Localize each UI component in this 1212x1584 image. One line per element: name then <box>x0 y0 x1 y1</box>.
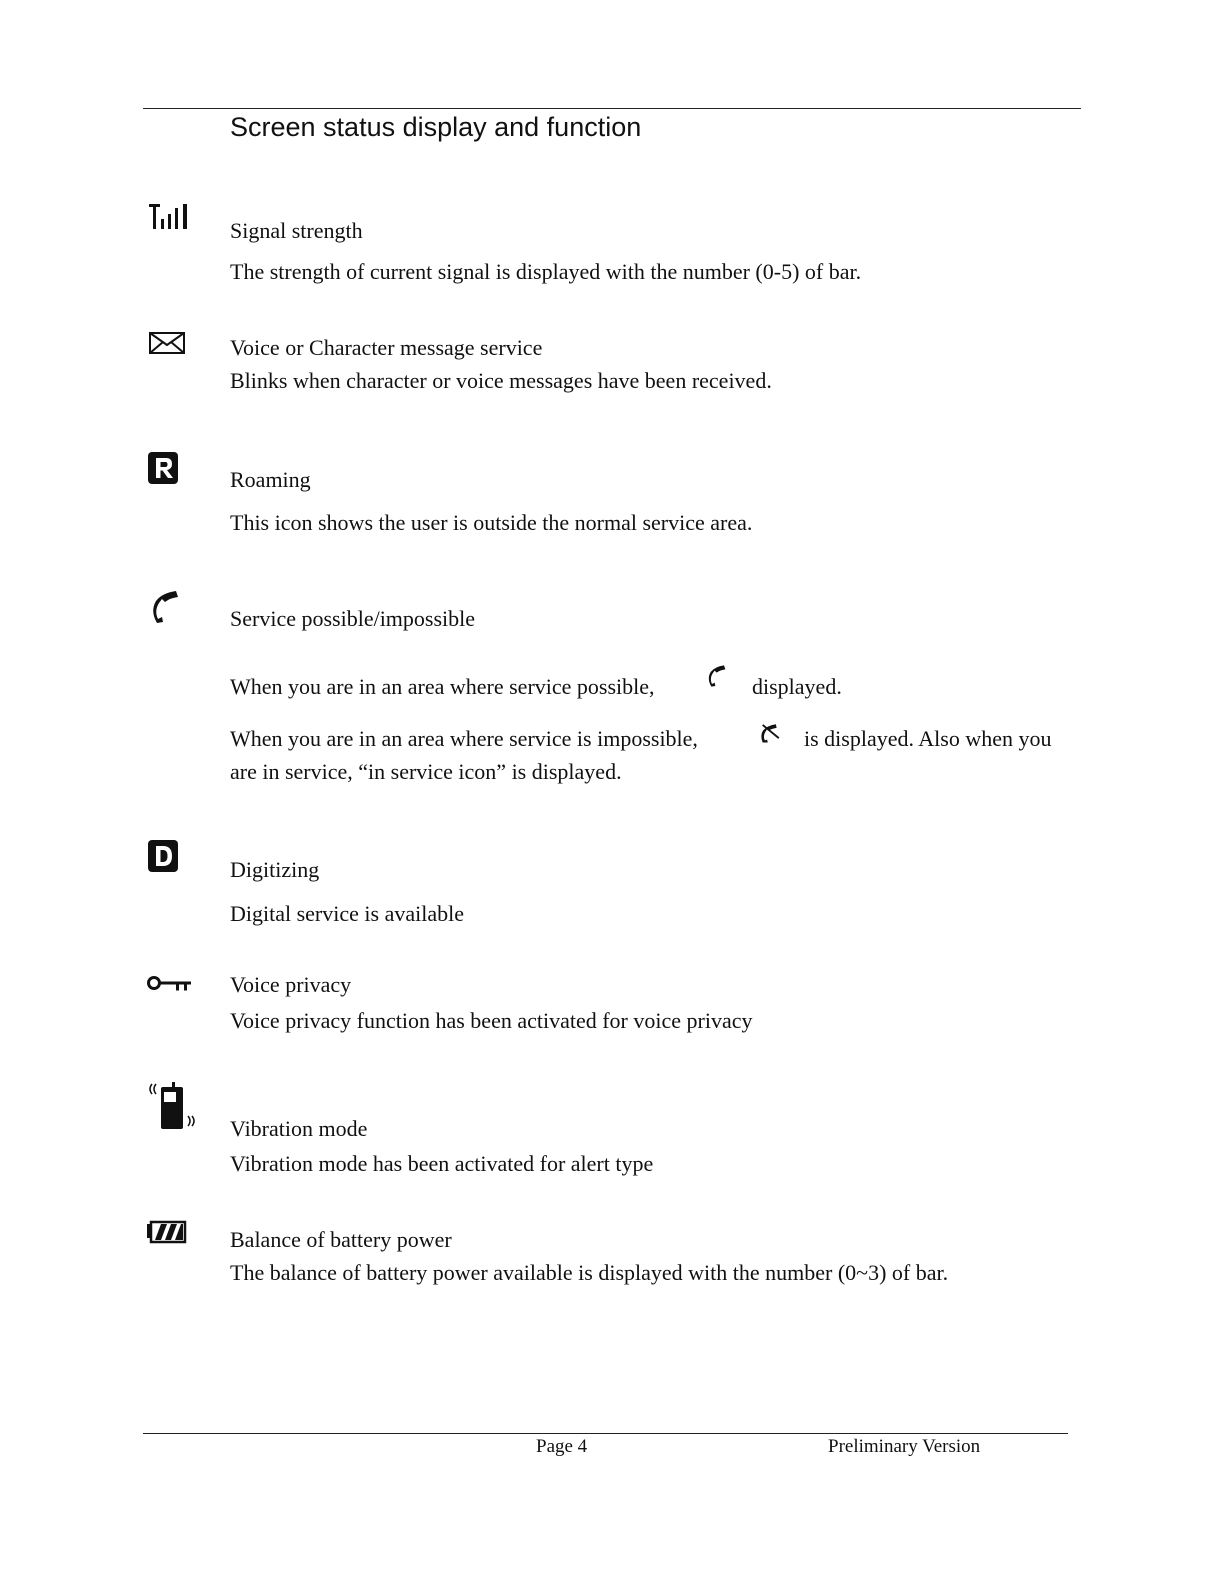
digitizing-desc: Digital service is available <box>230 901 464 926</box>
signal-strength-desc: The strength of current signal is displayed with the number (0-5) of bar. <box>230 259 862 284</box>
service-impossible-text: When you are in an area where service is impossible, <box>230 726 698 751</box>
handset-inline-icon <box>705 664 727 693</box>
key-icon <box>146 975 194 1000</box>
roaming-r-icon <box>147 451 179 490</box>
header-rule <box>143 108 1081 109</box>
page-heading: Screen status display and function <box>230 112 642 142</box>
no-service-handset-icon <box>758 722 782 749</box>
vibrating-phone-icon <box>146 1080 202 1135</box>
vibration-desc: Vibration mode has been activated for alert type <box>230 1151 654 1176</box>
page-number: Page 4 <box>536 1436 588 1457</box>
digital-d-icon <box>147 839 179 878</box>
service-title: Service possible/impossible <box>230 606 476 631</box>
footer-rule <box>143 1433 1068 1434</box>
service-in-service-text: are in service, “in service icon” is displayed. <box>230 759 622 784</box>
voice-privacy-title: Voice privacy <box>230 972 352 997</box>
signal-strength-icon <box>147 202 197 235</box>
service-possible-suffix: displayed. <box>752 674 842 699</box>
service-impossible-suffix: is displayed. Also when you <box>804 726 1052 751</box>
version-label: Preliminary Version <box>828 1436 981 1457</box>
handset-icon <box>148 589 180 630</box>
envelope-icon <box>148 331 188 360</box>
message-service-title: Voice or Character message service <box>230 335 543 360</box>
battery-icon <box>145 1220 189 1251</box>
roaming-desc: This icon shows the user is outside the normal service area. <box>230 510 753 535</box>
battery-title: Balance of battery power <box>230 1227 452 1252</box>
battery-desc: The balance of battery power available is displayed with the number (0~3) of bar. <box>230 1260 949 1285</box>
message-service-desc: Blinks when character or voice messages have been received. <box>230 368 772 393</box>
digitizing-title: Digitizing <box>230 857 320 882</box>
signal-strength-title: Signal strength <box>230 218 363 243</box>
roaming-title: Roaming <box>230 467 311 492</box>
service-possible-text: When you are in an area where service possible, <box>230 674 655 699</box>
vibration-title: Vibration mode <box>230 1116 368 1141</box>
voice-privacy-desc: Voice privacy function has been activated for voice privacy <box>230 1008 753 1033</box>
